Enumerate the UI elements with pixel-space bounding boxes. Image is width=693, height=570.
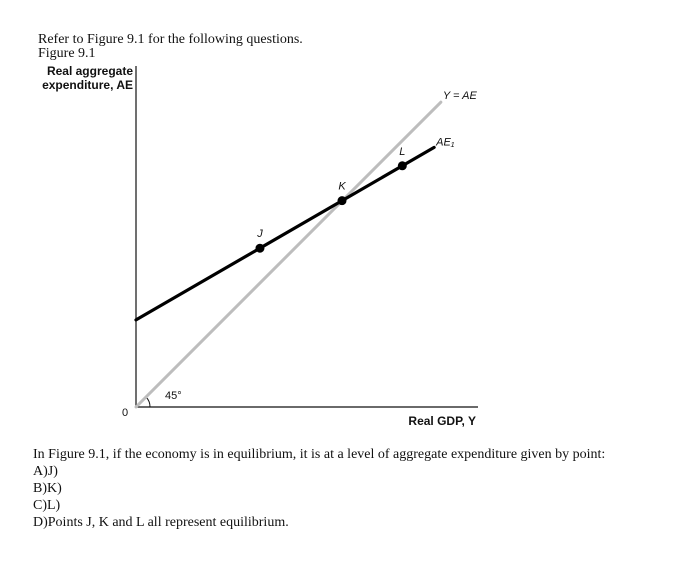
figure-title: Figure 9.1 [38,46,96,61]
series-label-y-equals-ae: Y = AE [442,90,477,103]
y-axis-label-line2: expenditure, AE [42,78,133,92]
intro-text: Refer to Figure 9.1 for the following questions. [38,32,303,47]
point-label-k: K [338,180,346,193]
question-block [33,446,605,531]
question-text: In Figure 9.1, if the economy is in equilibrium, it is at a level of aggregate expenditure given by point: [33,447,606,462]
option-d[interactable]: D)Points J, K and L all represent equilibrium. [33,515,289,530]
point-k [338,196,347,205]
origin-label: 0 [121,407,129,419]
series-line-ae1 [136,147,434,320]
y-axis-label-line1: Real aggregate [46,64,133,78]
angle-label: 45° [165,390,182,402]
point-label-l: L [399,145,406,158]
point-l [398,161,407,170]
option-a[interactable]: A)J) [33,464,58,479]
series-line-y-equals-ae [136,102,441,407]
option-c[interactable]: C)L) [33,498,61,513]
option-b[interactable]: B)K) [33,481,62,496]
point-label-j: J [257,228,263,241]
series-label-ae1: AE₁ [436,136,455,149]
x-axis-label: Real GDP, Y [408,414,476,428]
series-layer [136,90,477,407]
point-j [255,244,264,253]
